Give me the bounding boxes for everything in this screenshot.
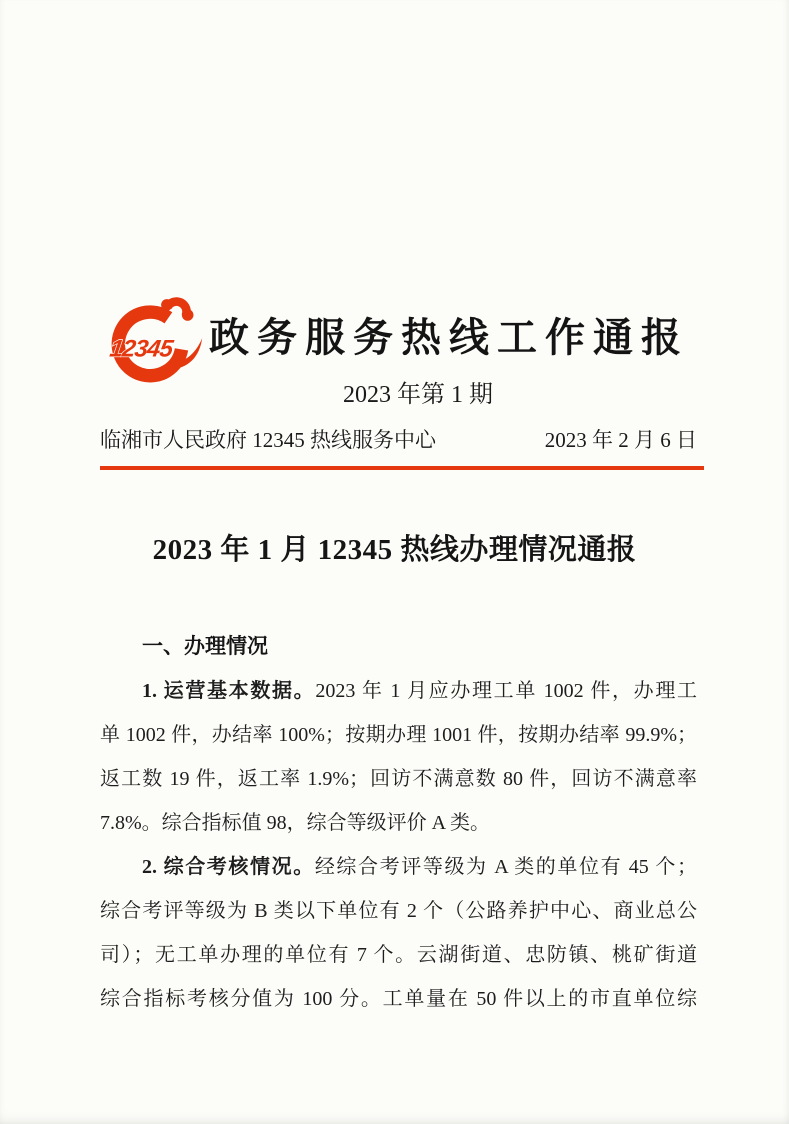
body-line-p1-4: 7.8%。综合指标值 98，综合等级评价 A 类。 <box>100 812 490 834</box>
body-line-p1-2: 单 1002 件，办结率 100%；按期办理 1001 件，按期办结率 99.9%； <box>100 724 697 746</box>
body-line-p2-2: 综合考评等级为 B 类以下单位有 2 个（公路养护中心、商业总公 <box>100 900 697 922</box>
body-line-p1-1 <box>100 669 697 713</box>
document-body <box>100 625 697 1021</box>
issuer-row <box>100 424 697 454</box>
paragraph-1-text: 2023 年 1 月应办理工单 1002 件，办理工 <box>315 680 697 702</box>
issuing-org: 临湘市人民政府 12345 热线服务中心 <box>100 428 436 452</box>
body-line-p1-3: 返工数 19 件，返工率 1.9%；回访不满意数 80 件，回访不满意率 <box>100 768 697 790</box>
paragraph-2-text: 经综合考评等级为 A 类的单位有 45 个； <box>314 856 697 878</box>
section-heading: 一、办理情况 <box>142 635 268 658</box>
masthead-rule <box>100 466 704 470</box>
paragraph-2-lead: 2. 综合考核情况。 <box>142 856 315 878</box>
body-line-p2-3: 司）；无工单办理的单位有 7 个。云湖街道、忠防镇、桃矿街道 <box>100 944 697 966</box>
paragraph-1-lead: 1. 运营基本数据。 <box>142 680 316 702</box>
body-line-p2-1 <box>100 845 697 889</box>
hotline-12345-logo <box>102 294 208 386</box>
masthead-title: 政务服务热线工作通报 <box>209 315 689 360</box>
body-line-p2-4: 综合指标考核分值为 100 分。工单量在 50 件以上的市直单位综 <box>100 988 697 1010</box>
logo-text: 12345 <box>108 335 174 363</box>
issue-date: 2023 年 2 月 6 日 <box>544 428 697 452</box>
document-title: 2023 年 1 月 12345 热线办理情况通报 <box>152 534 637 566</box>
issue-number: 2023 年第 1 期 <box>343 382 493 408</box>
